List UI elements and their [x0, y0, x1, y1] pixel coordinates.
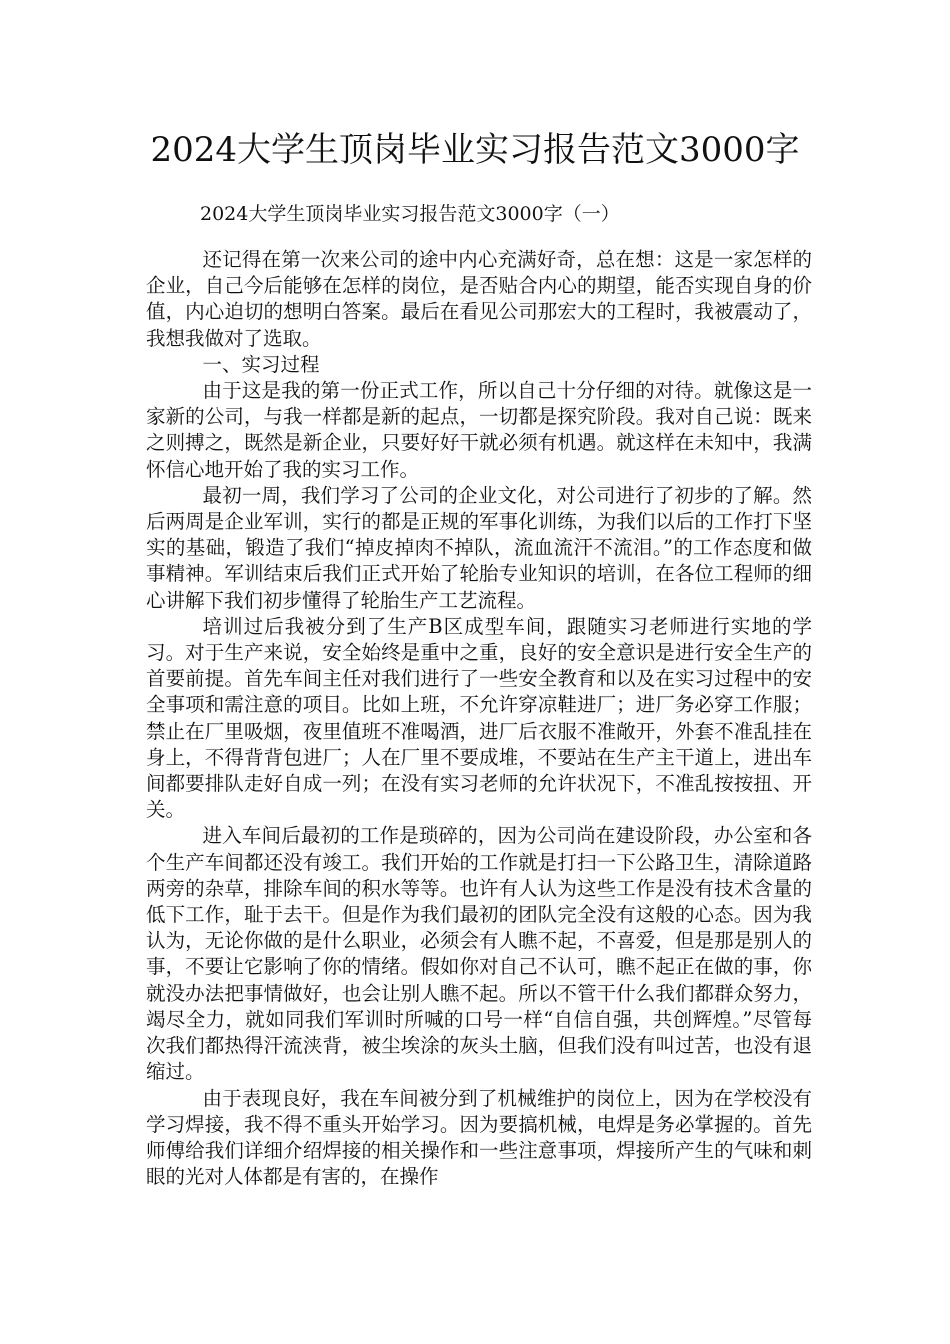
- section-heading: 一、实习过程: [202, 352, 320, 376]
- paragraph: 由于表现良好，我在车间被分到了机械维护的岗位上，因为在学校没有学习焊接，我不得不重头开始学习。因为要搞机械，电焊是务必掌握的。首先师傅给我们详细介绍焊接的相关操作和一些注意事项，焊接所产生的气味和刺眼的光对人体都是有害的，在操作: [146, 1086, 812, 1189]
- paragraph: 由于这是我的第一份正式工作，所以自己十分仔细的对待。就像这是一家新的公司，与我一样都是新的起点，一切都是探究阶段。我对自己说：既来之则搏之，既然是新企业，只要好好干就必须有机遇。就这样在未知中，我满怀信心地开始了我的实习工作。: [146, 379, 812, 481]
- paragraph: 最初一周，我们学习了公司的企业文化，对公司进行了初步的了解。然后两周是企业军训，实行的都是正规的军事化训练，为我们以后的工作打下坚实的基础，锻造了我们“掉皮掉肉不掉队，流血流汗不流泪。”的工作态度和做事精神。军训结束后我们正式开始了轮胎专业知识的培训，在各位工程师的细心讲解下我们初步懂得了轮胎生产工艺流程。: [146, 483, 812, 612]
- paragraph-intro: 还记得在第一次来公司的途中内心充满好奇，总在想：这是一家怎样的企业，自己今后能够在怎样的岗位，是否贴合内心的期望，能否实现自身的价值，内心迫切的想明白答案。最后在看见公司那宏大的工程时，我被震动了，我想我做对了选取。: [146, 248, 812, 350]
- document-body: [146, 247, 812, 1190]
- paragraph: 进入车间后最初的工作是琐碎的，因为公司尚在建设阶段，办公室和各个生产车间都还没有竣工。我们开始的工作就是打扫一下公路卫生，清除道路两旁的杂草，排除车间的积水等等。也许有人认为这些工作是没有技术含量的低下工作，耻于去干。但是作为我们最初的团队完全没有这般的心态。因为我认为，无论你做的是什么职业，必须会有人瞧不起，不喜爱，但是那是别人的事，不要让它影响了你的情绪。假如你对自己不认可，瞧不起正在做的事，你就没办法把事情做好，也会让别人瞧不起。所以不管干什么我们都群众努力，竭尽全力，就如同我们军训时所喊的口号一样“自信自强，共创辉煌。”尽管每次我们都热得汗流浃背，被尘埃涂的灰头土脑，但我们没有叫过苦，也没有退缩过。: [146, 824, 812, 1084]
- document-title: 2024大学生顶岗毕业实习报告范文3000字: [150, 130, 800, 170]
- paragraph: 培训过后我被分到了生产B区成型车间，跟随实习老师进行实地的学习。对于生产来说，安全始终是重中之重，良好的安全意识是进行安全生产的首要前提。首先车间主任对我们进行了一些安全教育和以及在实习过程中的安全事项和需注意的项目。比如上班，不允许穿凉鞋进厂；进厂务必穿工作服；禁止在厂里吸烟，夜里值班不准喝酒，进厂后衣服不准敞开，外套不准乱挂在身上，不得背背包进厂；人在厂里不要成堆，不要站在生产主干道上，进出车间都要排队走好自成一列；在没有实习老师的允许状况下，不准乱按按扭、开关。: [146, 614, 812, 822]
- document-subtitle: 2024大学生顶岗毕业实习报告范文3000字（一）: [200, 203, 620, 225]
